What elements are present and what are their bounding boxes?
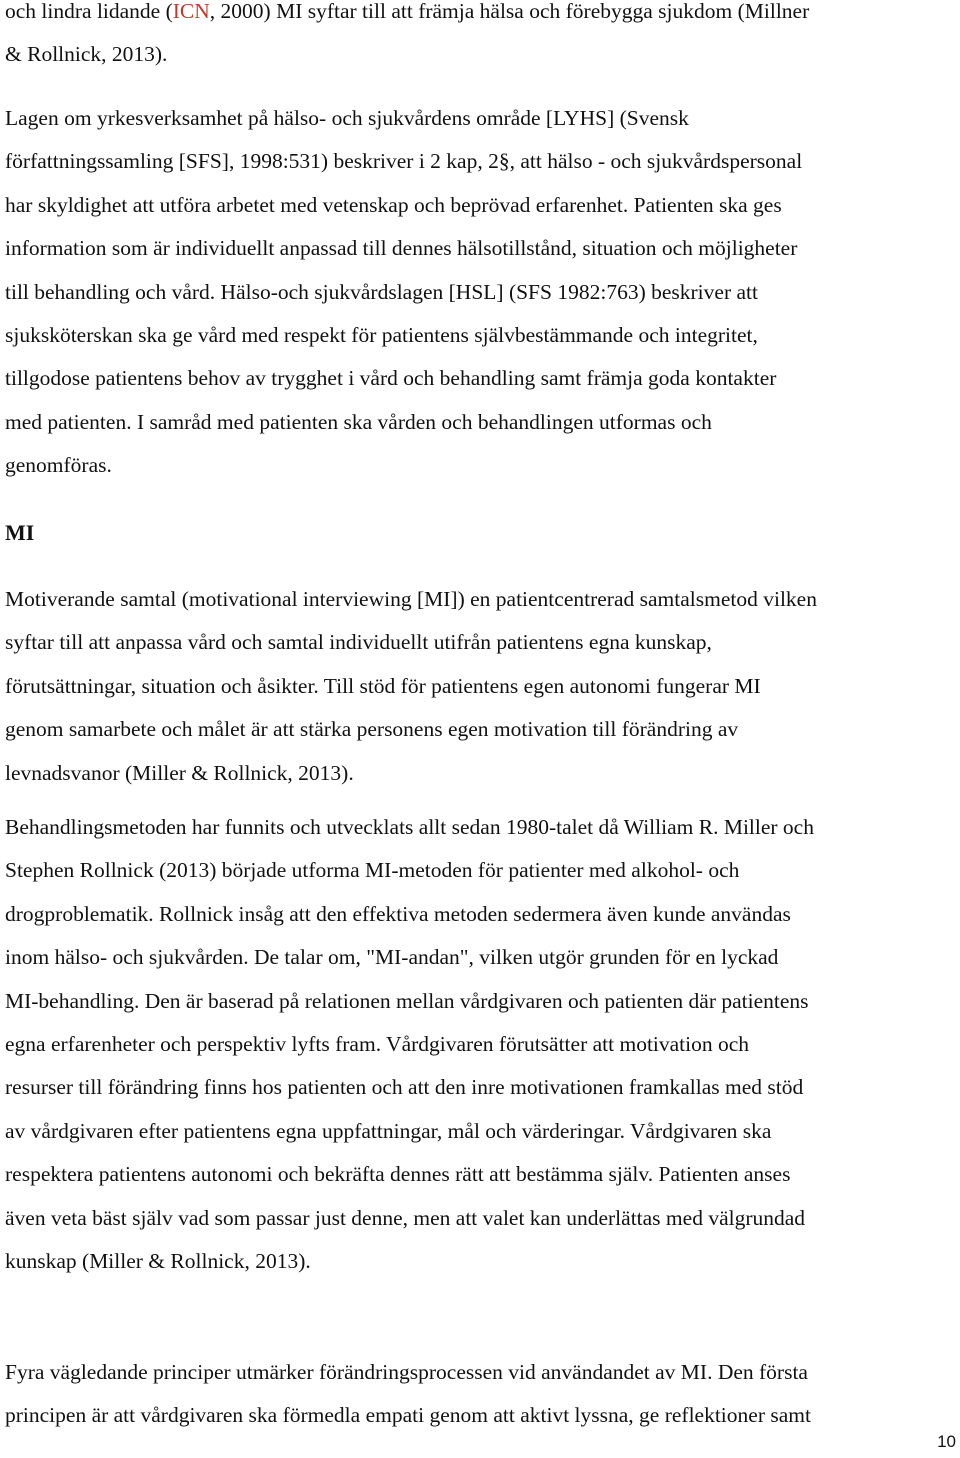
paragraph-line: resurser till förändring finns hos patienten och att den inre motivationen framkallas med stöd <box>5 1075 804 1100</box>
paragraph-line: Fyra vägledande principer utmärker förändringsprocessen vid användandet av MI. Den första <box>5 1360 808 1384</box>
red-citation: ICN <box>172 0 210 23</box>
paragraph-line: genomföras. <box>5 453 112 478</box>
paragraph-line: sjuksköterskan ska ge vård med respekt för patientens självbestämmande och integritet, <box>5 322 758 347</box>
paragraph-line: levnadsvanor (Miller & Rollnick, 2013). <box>5 760 354 785</box>
paragraph-line: principen är att vårdgivaren ska förmedla empati genom att aktivt lyssna, ge reflektioner samt <box>5 1403 811 1428</box>
paragraph-line: Motiverande samtal (motivational interviewing [MI]) en patientcentrerad samtalsmetod vilken <box>5 587 817 611</box>
paragraph-line: kunskap (Miller & Rollnick, 2013). <box>5 1248 311 1273</box>
paragraph-line: tillgodose patientens behov av trygghet i vård och behandling samt främja goda kontakter <box>5 366 777 391</box>
paragraph-line: egna erfarenheter och perspektiv lyfts fram. Vårdgivaren förutsätter att motivation och <box>5 1031 750 1056</box>
paragraph-line: & Rollnick, 2013). <box>5 42 168 67</box>
paragraph-line: har skyldighet att utföra arbetet med vetenskap och beprövad erfarenhet. Patienten ska ges <box>5 192 782 217</box>
paragraph-line: MI-behandling. Den är baserad på relationen mellan vårdgivaren och patienten där patientens <box>5 988 809 1013</box>
paragraph-line: syftar till att anpassa vård och samtal individuellt utifrån patientens egna kunskap, <box>5 630 712 655</box>
paragraph-line: information som är individuellt anpassad till dennes hälsotillstånd, situation och möjligheter <box>5 236 798 261</box>
paragraph-intro-continuation <box>5 0 960 77</box>
paragraph-line: förutsättningar, situation och åsikter. Till stöd för patientens egen autonomi fungerar MI <box>5 673 761 698</box>
paragraph-line: inom hälso- och sjukvården. De talar om, "MI-andan", vilken utgör grunden för en lyckad <box>5 945 779 970</box>
paragraph-line: och lindra lidande (ICN, 2000) MI syftar till att främja hälsa och förebygga sjukdom (Millner <box>5 0 810 23</box>
paragraph-line: Behandlingsmetoden har funnits och utvecklats allt sedan 1980-talet då William R. Miller och <box>5 815 814 839</box>
paragraph-line: även veta bäst själv vad som passar just denne, men att valet kan underlättas med välgrundad <box>5 1205 806 1230</box>
page-number: 10 <box>937 1432 956 1451</box>
paragraph-line: författningssamling [SFS], 1998:531) beskriver i 2 kap, 2§, att hälso - och sjukvårdspersonal <box>5 149 803 174</box>
paragraph-line: respektera patientens autonomi och bekräfta dennes rätt att bestämma själv. Patienten anses <box>5 1162 791 1187</box>
paragraph-treatment-history <box>5 806 960 1283</box>
paragraph-line: med patienten. I samråd med patienten ska vården och behandlingen utformas och <box>5 409 712 434</box>
section-heading: MI <box>5 520 35 545</box>
paragraph-mi-definition <box>5 578 960 795</box>
paragraph-line: till behandling och vård. Hälso-och sjukvårdslagen [HSL] (SFS 1982:763) beskriver att <box>5 279 758 304</box>
paragraph-line: Stephen Rollnick (2013) började utforma MI-metoden för patienter med alkohol- och <box>5 858 740 883</box>
paragraph-line: drogproblematik. Rollnick insåg att den effektiva metoden sedermera även kunde användas <box>5 901 791 926</box>
paragraph-legislation <box>5 97 960 488</box>
paragraph-line: Lagen om yrkesverksamhet på hälso- och sjukvårdens område [LYHS] (Svensk <box>5 106 689 130</box>
paragraph-line: genom samarbete och målet är att stärka personens egen motivation till förändring av <box>5 717 739 742</box>
paragraph-principles <box>5 1351 960 1438</box>
paragraph-line: av vårdgivaren efter patientens egna uppfattningar, mål och värderingar. Vårdgivaren ska <box>5 1118 772 1143</box>
